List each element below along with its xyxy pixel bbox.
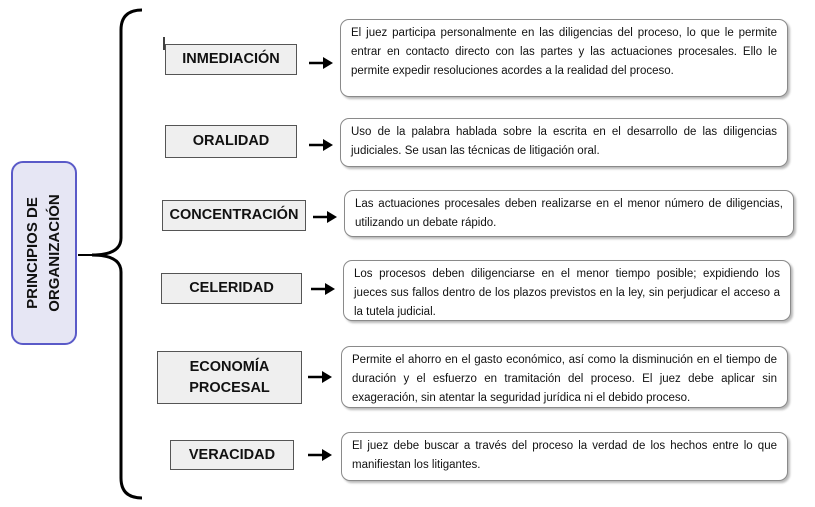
arrow-icon [308,57,334,69]
root-concept-label: PRINCIPIOS DE ORGANIZACIÓN [24,194,63,312]
principle-description-veracidad: El juez debe buscar a través del proceso la verdad de los hechos entre lo que manifiestan los litigantes. [341,432,788,481]
principle-term-celeridad: CELERIDAD [161,273,302,304]
principle-term-concentracion: CONCENTRACIÓN [162,200,306,231]
arrow-icon [307,449,333,461]
arrow-icon [307,371,333,383]
principle-description-oralidad: Uso de la palabra hablada sobre la escrita en el desarrollo de las diligencias judiciales. Se usan las técnicas de litigación oral. [340,118,788,167]
principle-term-oralidad: ORALIDAD [165,125,297,158]
principle-term-economia-procesal: ECONOMÍA PROCESAL [157,351,302,404]
principle-description-inmediacion: El juez participa personalmente en las diligencias del proceso, lo que le permite entrar en contacto directo con las partes y las actuaciones procesales. Ello le permite expedir resoluciones acordes a la realidad del proceso. [340,19,788,97]
principle-term-veracidad: VERACIDAD [170,440,294,470]
principle-term-inmediacion: INMEDIACIÓN [165,44,297,75]
arrow-icon [312,211,338,223]
arrow-icon [310,283,336,295]
principle-description-concentracion: Las actuaciones procesales deben realizarse en el menor número de diligencias, utilizando un debate rápido. [344,190,794,237]
principle-description-celeridad: Los procesos deben diligenciarse en el menor tiempo posible; expidiendo los jueces sus fallos dentro de los plazos previstos en la ley, sin perjudicar el acceso a la tutela judicial. [343,260,791,321]
arrow-icon [308,139,334,151]
principle-description-economia-procesal: Permite el ahorro en el gasto económico, así como la disminución en el tiempo de duración y el esfuerzo en tramitación del proceso. El juez debe aplicar sin exageración, sin atentar la seguridad jurídica ni el debido proceso. [341,346,788,408]
